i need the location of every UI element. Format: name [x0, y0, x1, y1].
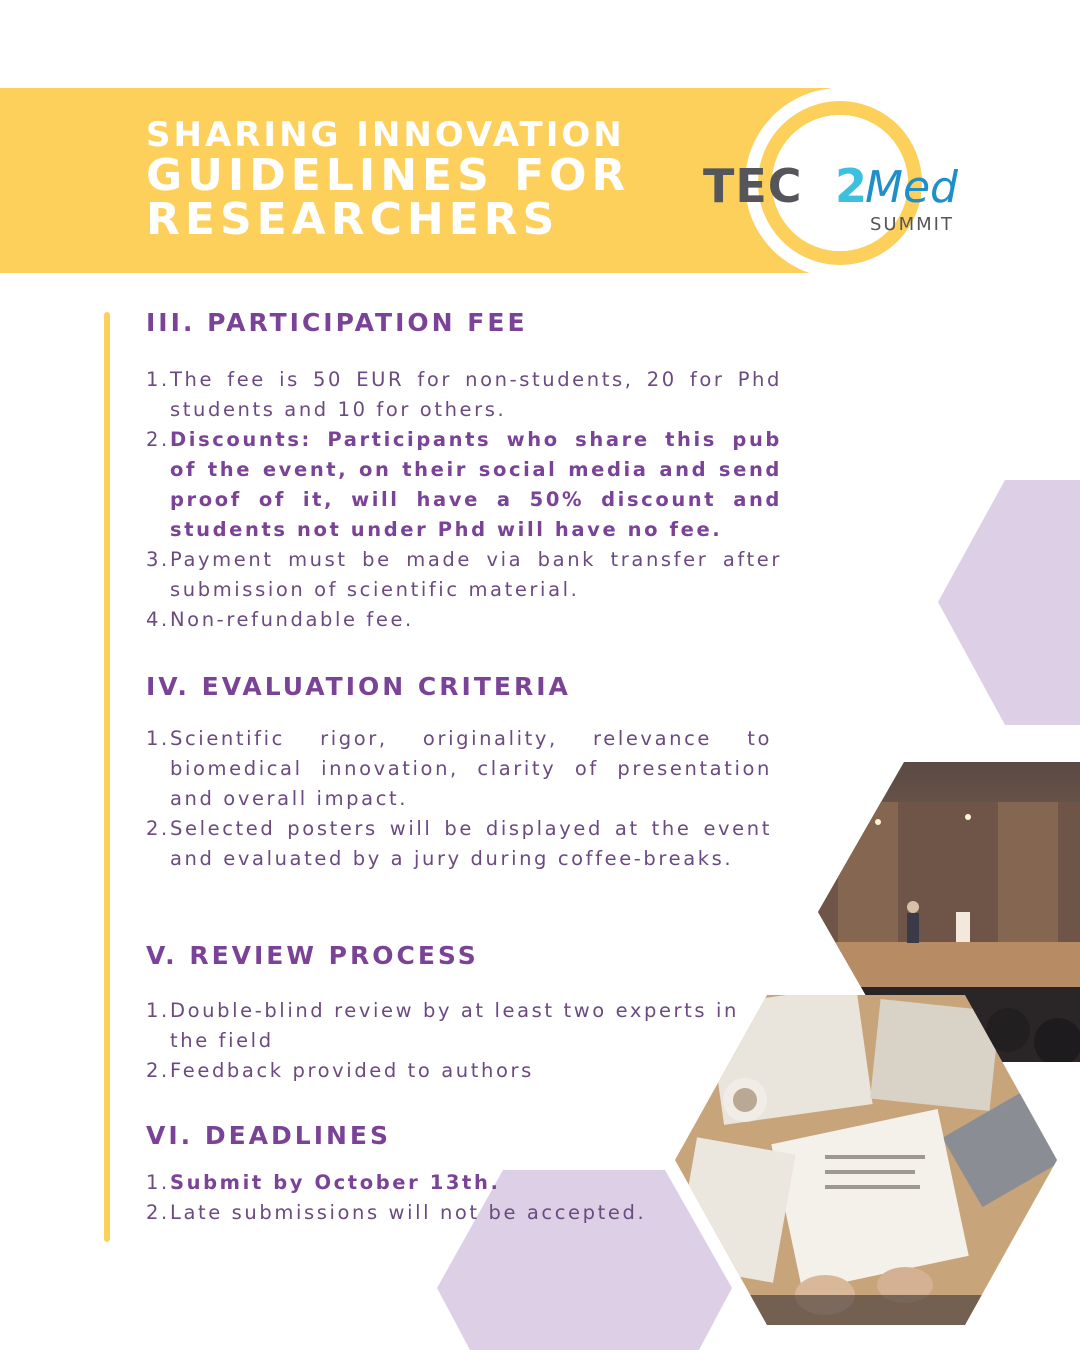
- list-item: [146, 1198, 706, 1228]
- list-item-number: 3.: [146, 548, 170, 571]
- list-item-number: 1.: [146, 1171, 170, 1194]
- tec2med-summit-logo: [700, 150, 1000, 240]
- review-process-list: [146, 996, 746, 1086]
- list-item-text: Double-blind review by at least two experts in the field: [170, 999, 739, 1052]
- list-item-text: Selected posters will be displayed at the event and evaluated by a jury during coffee-breaks.: [170, 817, 772, 870]
- list-item: [146, 605, 782, 635]
- section-participation-fee: [146, 308, 528, 337]
- section-heading: IV. EVALUATION CRITERIA: [146, 672, 571, 701]
- list-item-number: 1.: [146, 999, 170, 1022]
- section-evaluation-criteria: [146, 672, 571, 701]
- section-review-process: [146, 941, 479, 970]
- participation-fee-list: [146, 365, 782, 635]
- section-heading: V. REVIEW PROCESS: [146, 941, 479, 970]
- header-title: [146, 115, 631, 245]
- left-accent-bar: [104, 312, 110, 1242]
- logo-word-med: Med: [865, 162, 958, 213]
- list-item-number: 1.: [146, 368, 170, 391]
- list-item-number: 2.: [146, 817, 170, 840]
- list-item: [146, 425, 782, 545]
- list-item-text: Scientific rigor, originality, relevance to biomedical innovation, clarity of presentation and overall impact.: [170, 727, 772, 810]
- header-kicker: SHARING INNOVATION: [146, 115, 625, 155]
- list-item-number: 1.: [146, 727, 170, 750]
- logo-subword: SUMMIT: [870, 214, 954, 235]
- section-deadlines: [146, 1121, 391, 1150]
- evaluation-criteria-list: [146, 724, 772, 874]
- header-title-line1: GUIDELINES FOR: [146, 150, 631, 201]
- decor-hexagon-right: [935, 480, 1080, 725]
- list-item: [146, 1168, 706, 1198]
- deadlines-list: [146, 1168, 706, 1228]
- list-item-number: 2.: [146, 1059, 170, 1082]
- list-item-text: Late submissions will not be accepted.: [170, 1201, 647, 1224]
- list-item-number: 2.: [146, 1201, 170, 1224]
- list-item-text: Submit by October 13th.: [170, 1171, 501, 1194]
- list-item: [146, 814, 772, 874]
- list-item-text: Payment must be made via bank transfer after submission of scientific material.: [170, 548, 782, 601]
- list-item-text: Feedback provided to authors: [170, 1059, 534, 1082]
- header-title-line2: RESEARCHERS: [146, 194, 560, 245]
- section-heading: VI. DEADLINES: [146, 1121, 392, 1150]
- list-item: [146, 996, 746, 1056]
- list-item: [146, 365, 782, 425]
- logo-word-tec: TEC: [703, 159, 803, 213]
- list-item: [146, 724, 772, 814]
- list-item-number: 2.: [146, 428, 170, 451]
- list-item-text: Non-refundable fee.: [170, 608, 414, 631]
- list-item: [146, 545, 782, 605]
- list-item: [146, 1056, 746, 1086]
- section-heading: III. PARTICIPATION FEE: [146, 308, 528, 337]
- list-item-text: The fee is 50 EUR for non-students, 20 for Phd students and 10 for others.: [170, 368, 782, 421]
- list-item-number: 4.: [146, 608, 170, 631]
- logo-word-2: 2: [835, 159, 868, 213]
- list-item-text: Discounts: Participants who share this pub of the event, on their social media and send proof of it, will have a 50% discount and students not under Phd will have no fee.: [170, 428, 782, 541]
